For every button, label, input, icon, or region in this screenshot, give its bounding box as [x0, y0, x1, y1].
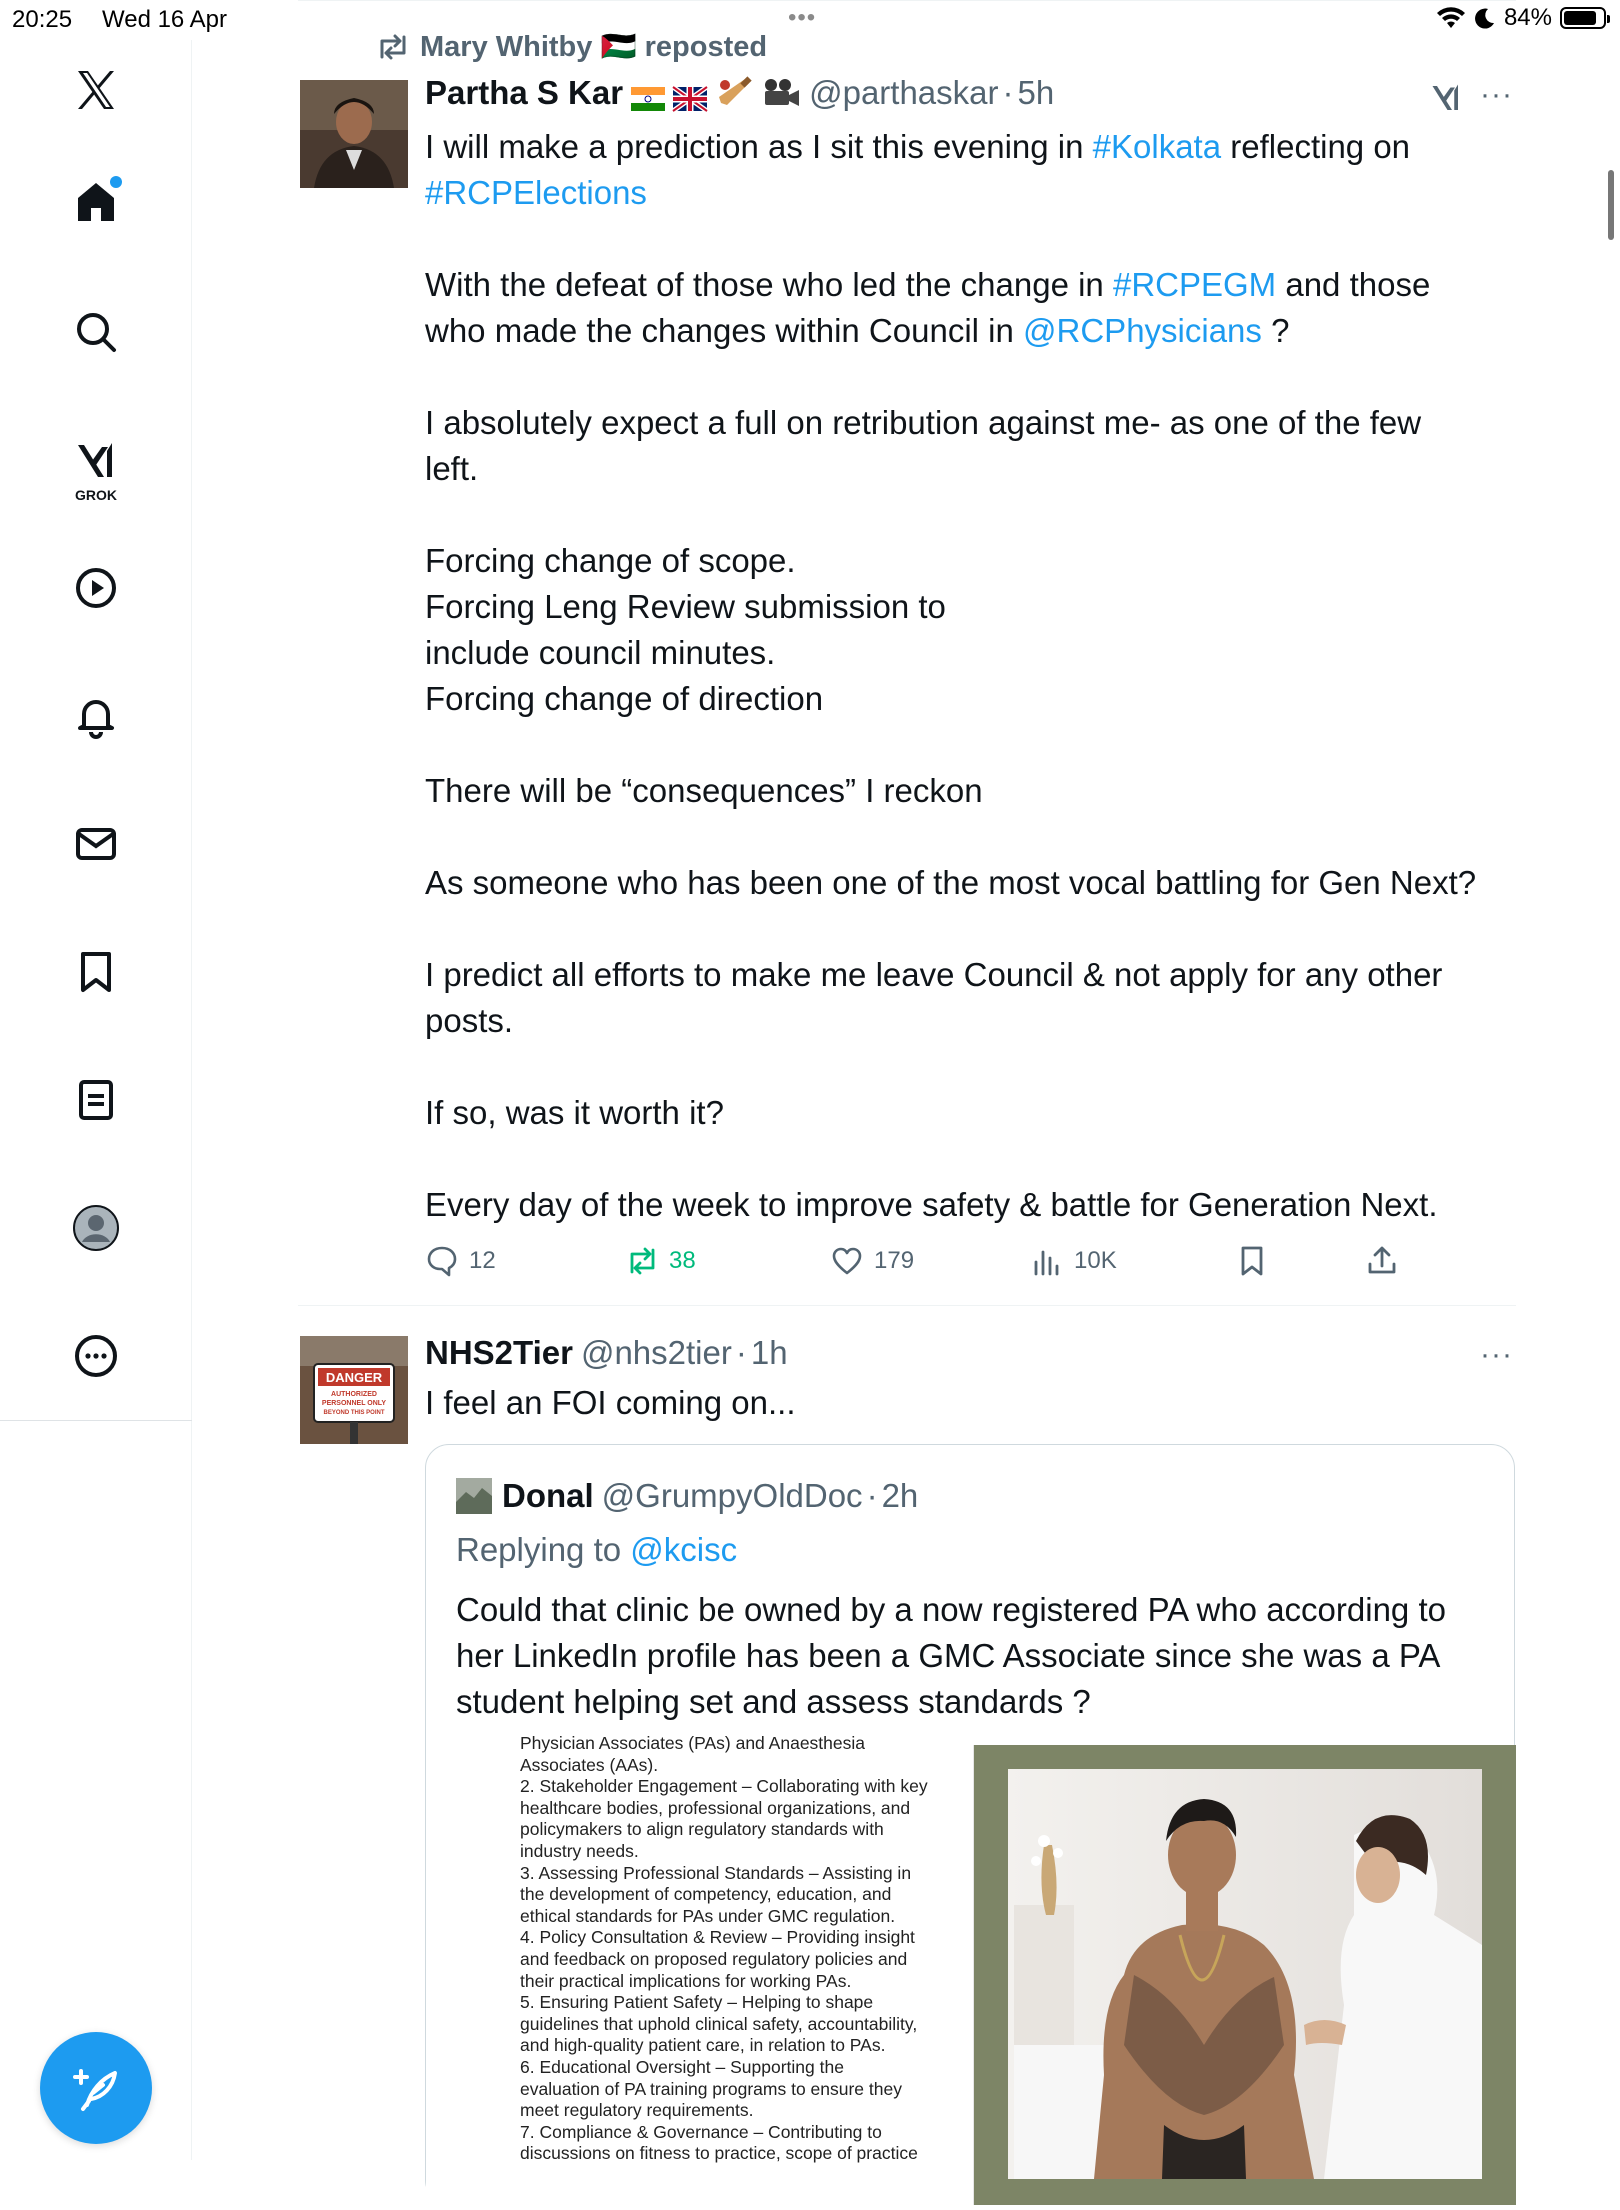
profile-avatar-icon [72, 1204, 120, 1252]
repost-button[interactable] [625, 1244, 696, 1278]
donal-avatar [456, 1478, 492, 1514]
india-flag-icon [631, 81, 665, 105]
sidebar-item-home[interactable] [56, 162, 136, 242]
hashtag-link[interactable]: #Kolkata [1092, 128, 1222, 165]
status-time: 20:25 [12, 6, 73, 33]
sidebar-item-lists[interactable] [56, 1060, 136, 1140]
tweet-text-segment: As someone who has been one of the most vocal battling for Gen Next? [425, 864, 1477, 901]
quote-author-name: Donal [502, 1477, 594, 1514]
repost-indicator[interactable] [376, 30, 767, 64]
tweet2-header [425, 1334, 788, 1372]
sidebar-item-profile[interactable] [56, 1188, 136, 1268]
tweet-text-segment: I predict all efforts to make me leave Council & not apply for any other [425, 956, 1443, 993]
tweet1-line [425, 768, 1515, 814]
sidebar-item-notifications[interactable] [56, 676, 136, 756]
tweet1-line [425, 446, 1515, 492]
tweet-text-segment: ? [1261, 312, 1290, 349]
tweet-text-segment: With the defeat of those who led the change in [425, 266, 1113, 303]
moon-icon [1474, 7, 1496, 29]
sign-line-4: BEYOND THIS POINT [323, 1410, 385, 1416]
tweet-text-segment: reflecting on [1221, 128, 1411, 165]
clinic-photo-image[interactable] [974, 1745, 1516, 2205]
views-count: 10K [1074, 1247, 1117, 1274]
tweet1-line [425, 630, 1515, 676]
bookmark-icon [72, 948, 120, 996]
x-logo-icon[interactable] [56, 50, 136, 130]
sidebar-item-bookmarks[interactable] [56, 932, 136, 1012]
views-icon [1030, 1244, 1064, 1278]
tweet1-line [425, 1136, 1515, 1182]
tweet-text-segment: Forcing change of scope. [425, 542, 796, 579]
home-notification-dot [110, 176, 122, 188]
play-icon [72, 564, 120, 612]
mention-link[interactable]: @RCPhysicians [1023, 312, 1262, 349]
tweet-text-segment: I absolutely expect a full on retribution against me- as one of the few [425, 404, 1422, 441]
tweet1-actions [425, 1244, 1425, 1288]
grok-label: GROK [75, 487, 117, 503]
bell-icon [72, 692, 120, 740]
tweet1-line [425, 998, 1515, 1044]
quote-time: 2h [881, 1477, 919, 1514]
document-text: Physician Associates (PAs) and Anaesthesia Associates (AAs). 2. Stakeholder Engagement – Collaborating with key healthcare bodies, professional organizations, and policymakers to align regulatory standards with industry needs. 3. Assessing Professional Standards – Assisting in the development of competency, education, and ethical standards for PAs under GMC regulation. 4. Policy Consultation & Review – Providing insight and feedback on proposed regulatory policies and their practical implications for working PAs. 5. Ensuring Patient Safety – Helping to shape guidelines that uphold clinical safety, accountability, and high-quality patient care, in relation to PAs. 6. Educational Oversight – Supporting the evaluation of PA training programs to ensure they meet regulatory requirements. 7. Compliance & Governance – Contributing to discussions on fitness to practice, scope of practice [520, 1733, 928, 2164]
movie-camera-icon [761, 77, 801, 109]
author-handle[interactable]: @parthaskar [809, 74, 999, 111]
tweet-text-segment: Forcing Leng Review submission to [425, 588, 946, 625]
repost-icon [376, 33, 410, 61]
search-icon [72, 308, 120, 356]
reply-count: 12 [469, 1247, 496, 1274]
hashtag-link[interactable]: #RCPEGM [1112, 266, 1277, 303]
sidebar-divider [0, 1420, 192, 1421]
replying-to-prefix: Replying to [456, 1531, 631, 1568]
quoted-tweet[interactable] [425, 1444, 1515, 2204]
sidebar [0, 40, 192, 2160]
quote-text: Could that clinic be owned by a now registered PA who according to her LinkedIn profile has been a GMC Associate since she was a PA student helping set and assess standards ? [456, 1591, 1446, 1720]
tweet-text-segment: Forcing change of direction [425, 680, 824, 717]
grok-analyze-icon[interactable] [1428, 80, 1464, 116]
sidebar-item-video[interactable] [56, 548, 136, 628]
sidebar-item-search[interactable] [56, 292, 136, 372]
tweet-text-segment: posts. [425, 1002, 514, 1039]
sidebar-item-more[interactable] [56, 1316, 136, 1396]
status-date: Wed 16 Apr [102, 6, 227, 33]
timeline-top-border [298, 0, 1516, 1]
tweet1-line [425, 124, 1515, 170]
tweet-text-segment: If so, was it worth it? [425, 1094, 724, 1131]
mail-icon [72, 820, 120, 868]
tweet2-more-icon[interactable]: ··· [1480, 1338, 1513, 1371]
like-count: 179 [874, 1247, 915, 1274]
tweet1-line [425, 860, 1515, 906]
like-button[interactable] [830, 1244, 914, 1278]
tweet1-text [425, 124, 1515, 1228]
replying-to [456, 1531, 737, 1569]
tweet1-line [425, 538, 1515, 584]
more-circle-icon [72, 1332, 120, 1380]
tweet1-header [425, 74, 1054, 112]
scrollbar[interactable] [1608, 170, 1614, 240]
tweet1-line [425, 676, 1515, 722]
nhs2tier-avatar[interactable] [300, 1336, 408, 1444]
tweet-text-segment: who made the changes within Council in [425, 312, 1024, 349]
tweet1-more-icon[interactable]: ··· [1480, 78, 1513, 111]
replying-to-handle[interactable]: @kcisc [630, 1531, 738, 1568]
tweet-text-segment: There will be “consequences” I reckon [425, 772, 983, 809]
battery-icon [1560, 7, 1606, 29]
sidebar-item-grok[interactable] [56, 420, 136, 520]
status-bar [0, 0, 1620, 40]
tweet2-text: I feel an FOI coming on... [425, 1384, 796, 1421]
tweet-text-segment: include council minutes. [425, 634, 776, 671]
tweet1-line [425, 354, 1515, 400]
tweet-text-segment: left. [425, 450, 479, 487]
quote-header [456, 1477, 918, 1515]
multitask-dots-icon[interactable]: ••• [788, 4, 817, 31]
author-name[interactable]: Partha S Kar [425, 74, 624, 111]
tweet1-line [425, 492, 1515, 538]
tweet1-line [425, 952, 1515, 998]
repost-icon [625, 1244, 659, 1278]
tweet-time[interactable]: 5h [1017, 74, 1055, 111]
bookmark-button[interactable] [1235, 1244, 1269, 1278]
reply-icon [425, 1244, 459, 1278]
tweet1-line [425, 584, 1515, 630]
tweet1-line [425, 308, 1515, 354]
nhs2tier-handle[interactable]: @nhs2tier [580, 1334, 732, 1371]
hashtag-link[interactable]: #RCPElections [425, 174, 647, 211]
share-button[interactable] [1365, 1244, 1399, 1278]
tweet1-line [425, 1090, 1515, 1136]
dot-separator: · [735, 1334, 747, 1371]
dot-separator: · [866, 1477, 878, 1514]
tweet1-line [425, 1044, 1515, 1090]
tweet-text-segment: and those [1276, 266, 1431, 303]
sign-line-2: AUTHORIZED [331, 1391, 377, 1398]
sign-line-3: PERSONNEL ONLY [321, 1400, 387, 1407]
bookmark-icon [1235, 1244, 1269, 1278]
share-icon [1365, 1244, 1399, 1278]
tweet1-line [425, 400, 1515, 446]
battery-percent: 84% [1503, 4, 1552, 31]
sign-danger-text: DANGER [325, 1370, 383, 1385]
quote-media [426, 1733, 1516, 2205]
sidebar-item-messages[interactable] [56, 804, 136, 884]
repost-count: 38 [669, 1247, 696, 1274]
tweet1-line [425, 814, 1515, 860]
tweet1-line [425, 262, 1515, 308]
uk-flag-icon [673, 81, 707, 105]
compose-icon [69, 2061, 123, 2115]
dot-separator: · [1002, 74, 1014, 111]
wifi-icon [1436, 6, 1466, 30]
tweet1-line [425, 1182, 1515, 1228]
compose-button[interactable] [40, 2032, 152, 2144]
tweet1-line [425, 722, 1515, 768]
tweet-text-segment: I will make a prediction as I sit this evening in [425, 128, 1093, 165]
nhs2tier-name[interactable]: NHS2Tier [425, 1334, 573, 1371]
status-indicators [1436, 4, 1606, 32]
cricket-icon [715, 77, 753, 109]
heart-icon [830, 1244, 864, 1278]
tweet1-line [425, 216, 1515, 262]
tweet1-line [425, 906, 1515, 952]
repost-label: Mary Whitby 🇵🇸 reposted [420, 31, 768, 63]
tweet2-time[interactable]: 1h [750, 1334, 788, 1371]
author-avatar[interactable] [300, 80, 408, 188]
tweet1-line [425, 170, 1515, 216]
document-screenshot-image[interactable] [426, 1733, 974, 2205]
list-icon [72, 1076, 120, 1124]
grok-icon [72, 437, 120, 485]
views-button[interactable] [1030, 1244, 1117, 1278]
tweet-separator [298, 1305, 1516, 1306]
quote-author-handle: @GrumpyOldDoc [601, 1477, 863, 1514]
tweet-text-segment: Every day of the week to improve safety & battle for Generation Next. [425, 1186, 1438, 1223]
reply-button[interactable] [425, 1244, 496, 1278]
